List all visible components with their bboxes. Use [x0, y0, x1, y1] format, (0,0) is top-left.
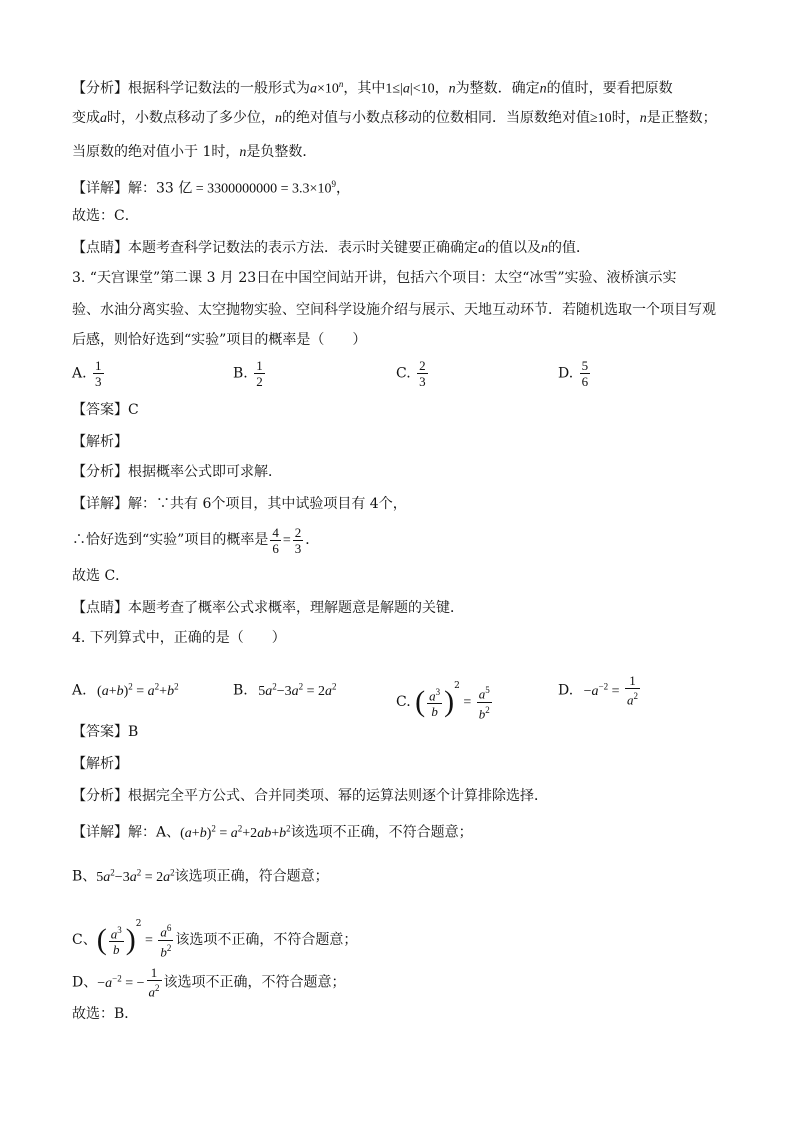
- text: 的值．: [548, 240, 590, 256]
- q2-analysis-line-3: 当原数的绝对值小于 1时，n是负整数．: [72, 144, 317, 160]
- exponent: 9: [331, 179, 336, 189]
- math: = 3300000000 = 3.3×10: [192, 181, 332, 197]
- text: 该选项正确，符合题意；: [174, 868, 329, 885]
- q3-analysis: 【分析】根据概率公式即可求解．: [72, 464, 282, 480]
- q2-choice: 故选：C．: [72, 208, 139, 224]
- q4-detail-c: C、( $\frac{a^3}{b}$ )$^2$ = $\frac{a^6}{b^2}$ 该选项不正确，不符合题意；: [72, 919, 358, 959]
- text: 是负整数．: [246, 144, 317, 160]
- q2-analysis-line-1: 【分析】根据科学记数法的一般形式为$a\times 10^n$，其中1≤|a|<10，n为整数．确定n的值时，要看把原数: [72, 79, 673, 97]
- text: 的值时，要看把原数: [546, 80, 673, 97]
- text: C、: [72, 932, 97, 948]
- denominator: 3: [419, 374, 426, 389]
- text: 时，小数点移动了多少位，: [107, 110, 275, 126]
- q4-answer: 【答案】B: [72, 724, 139, 740]
- q4-option-b: [233, 676, 337, 702]
- q3-answer: 【答案】C: [72, 402, 139, 418]
- text: ，: [434, 80, 449, 97]
- text: 变成: [72, 110, 100, 126]
- option-label: D.: [558, 365, 574, 382]
- option-a-formula: $(a+b)^2 = a^2+b^2$: [97, 681, 179, 699]
- q3-stem-line-1: 3. “天宫课堂”第二课 3 月 23日在中国空间站开讲，包括六个项目：太空“冰雪”实验、液桥演示实: [72, 270, 677, 286]
- text: 该选项不正确，不符合题意；: [163, 974, 346, 991]
- text: ，: [335, 180, 350, 197]
- text: 【详解】解：33 亿: [72, 180, 193, 197]
- denominator: 6: [581, 374, 589, 389]
- text: 当原数的绝对值小于 1时，: [72, 144, 240, 160]
- q3-stem-line-2: 验、水油分离实验、太空抛物实验、空间科学设施介绍与展示、天地互动环节．若随机选取一个项目写观: [72, 302, 716, 318]
- option-label: D.: [558, 682, 574, 699]
- text: 是正整数；: [646, 110, 717, 126]
- math-a-times-10n: a: [310, 81, 317, 97]
- option-label: A.: [72, 365, 87, 382]
- option-b-formula: $5a^2-3a^2 = 2a^2$: [258, 681, 337, 699]
- text: 【点睛】本题考查科学记数法的表示方法．表示时关键要正确确定: [72, 240, 478, 256]
- q4-choice: 故选：B．: [72, 1006, 139, 1022]
- numerator: 1: [95, 358, 102, 373]
- denominator: 3: [294, 540, 302, 556]
- q4-analysis: 【分析】根据完全平方公式、合并同类项、幂的运算法则逐个计算排除选择．: [72, 788, 548, 804]
- q3-option-c: [396, 358, 430, 389]
- option-label: B.: [233, 682, 248, 699]
- option-label: C.: [396, 365, 411, 382]
- q4-detail-a: [72, 818, 473, 844]
- analysis-text: 【分析】根据科学记数法的一般形式为: [72, 80, 310, 97]
- numerator: 5: [581, 358, 589, 373]
- text: ∴恰好选到“实验”项目的概率是: [72, 532, 269, 548]
- q3-jiexi: 【解析】: [72, 434, 128, 450]
- denominator: 2: [256, 374, 263, 389]
- q4-option-d: D. $-a^{-2}$ = $\frac{1}{a^2}$: [558, 673, 639, 708]
- q4-option-c: C. ( $\frac{a^3}{b}$ )$^2$ = $\frac{a^5}{b^2}$: [396, 681, 490, 721]
- text: ，其中: [343, 80, 386, 97]
- q2-comment: 【点睛】本题考查科学记数法的表示方法．表示时关键要正确确定a的值以及n的值．: [72, 240, 590, 256]
- option-label: B.: [233, 365, 248, 382]
- q4-detail-b: [72, 862, 329, 888]
- text: ．: [305, 532, 320, 548]
- q3-option-a: [72, 358, 106, 389]
- text: 时，: [611, 110, 640, 126]
- formula: $(a+b)^2 = a^2+2ab+b^2$: [180, 823, 291, 841]
- q3-stem-line-3: 后感，则恰好选到“实验”项目的概率是（ ）: [72, 332, 367, 348]
- q3-choice: 故选 C．: [72, 568, 130, 584]
- text: 【详解】解：A、: [72, 824, 181, 841]
- option-label: A.: [72, 682, 87, 699]
- q4-stem: 4. 下列算式中，正确的是（ ）: [72, 630, 286, 646]
- numerator: 2: [419, 358, 426, 373]
- q3-comment: 【点睛】本题考查了概率公式求概率，理解题意是解题的关键．: [72, 600, 464, 616]
- denominator: 6: [272, 540, 279, 556]
- numerator: 4: [272, 524, 279, 540]
- q4-jiexi: 【解析】: [72, 756, 128, 772]
- q2-detail: [72, 174, 350, 200]
- option-label: C.: [396, 694, 411, 710]
- numerator: 2: [294, 524, 302, 540]
- q3-detail-2: ∴恰好选到“实验”项目的概率是 $\frac{4}{6}$ = $\frac{2}{3}$ ．: [72, 524, 320, 556]
- numerator: 1: [256, 358, 263, 373]
- text: 的绝对值与小数点移动的位数相同．当原数绝对值: [282, 110, 590, 126]
- denominator: 3: [95, 374, 102, 389]
- q4-detail-d: D、$-a^{-2}$ = − $\frac{1}{a^2}$ 该选项不正确，不符合题意；: [72, 965, 346, 1000]
- q3-option-b: [233, 358, 267, 389]
- q3-detail-1: 【详解】解：∵共有 6个项目，其中试验项目有 4个，: [72, 496, 407, 512]
- text: 的值以及: [485, 240, 541, 256]
- text: 该选项不正确，不符合题意；: [175, 932, 358, 948]
- q4-option-a: [72, 676, 179, 702]
- formula: $5a^2-3a^2 = 2a^2$: [96, 867, 175, 885]
- q3-option-d: [558, 358, 592, 389]
- text: 该选项不正确，不符合题意；: [290, 824, 473, 841]
- text: D、: [72, 974, 98, 991]
- q2-analysis-line-2: 变成a时，小数点移动了多少位，n的绝对值与小数点移动的位数相同．当原数绝对值≥10时，n是正整数；: [72, 110, 717, 126]
- text: B、: [72, 868, 97, 885]
- text: 为整数．确定: [455, 80, 540, 97]
- math-range: 1≤|a|<10: [385, 81, 435, 97]
